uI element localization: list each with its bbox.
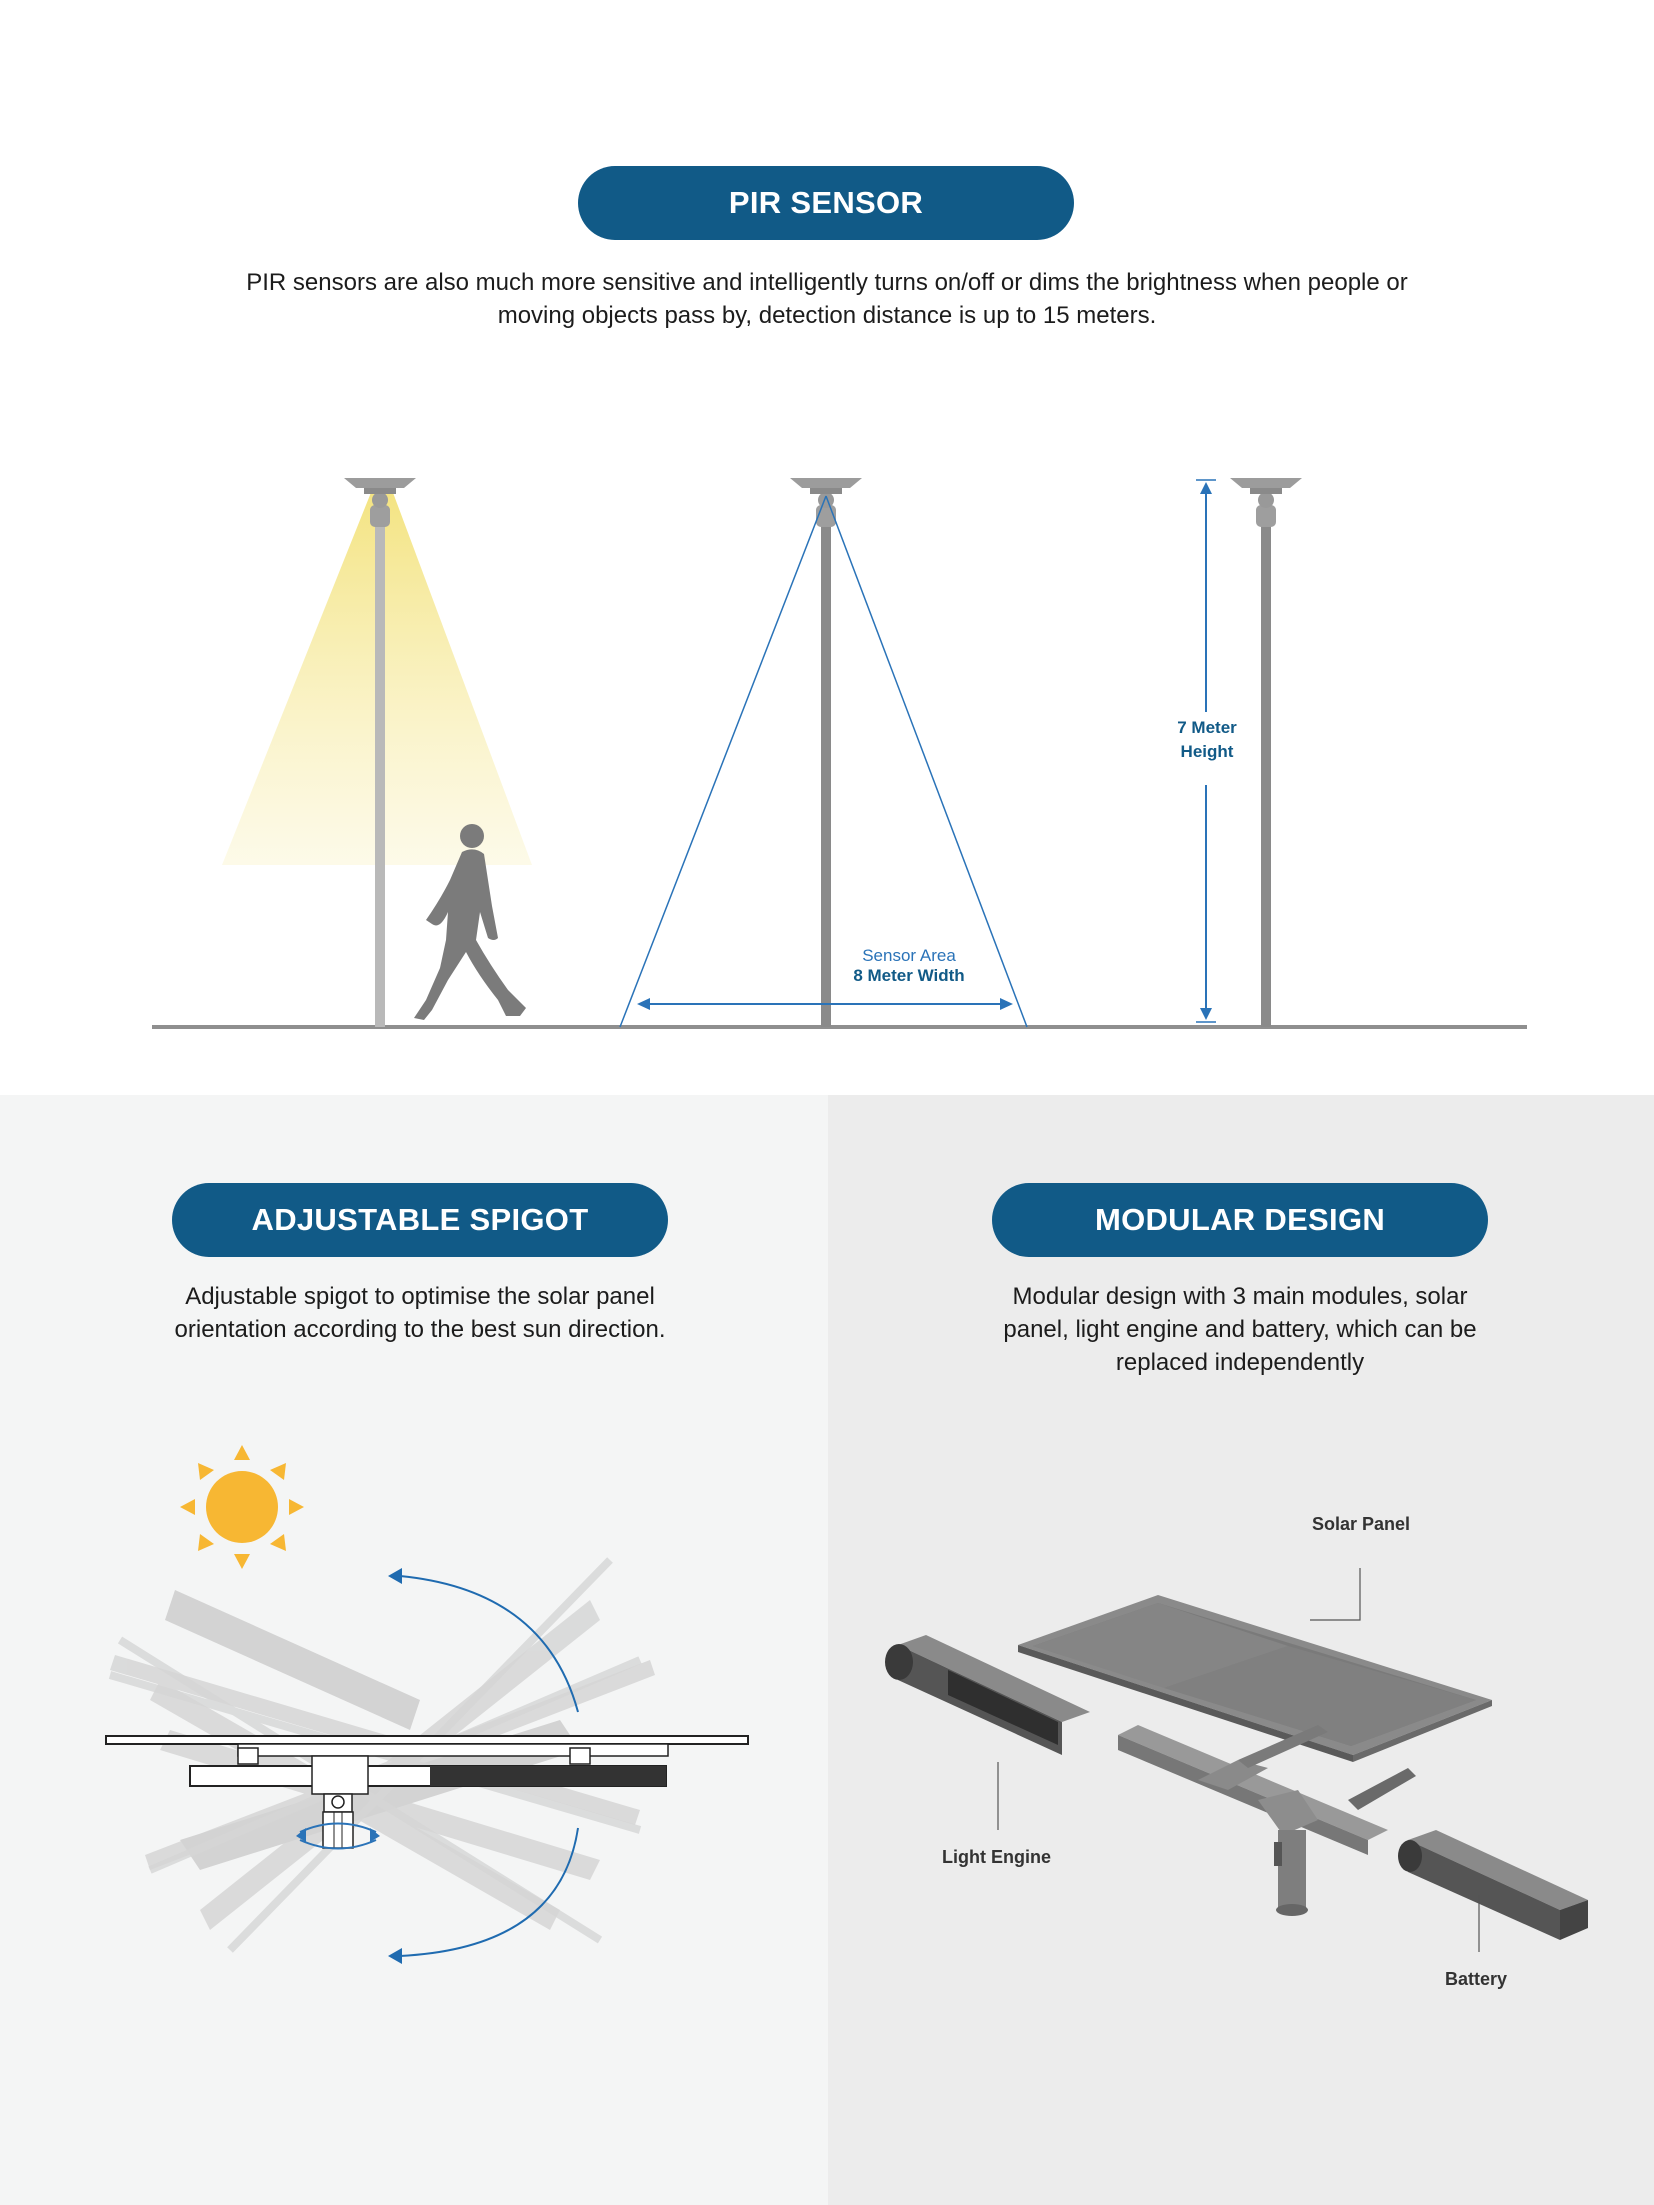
spigot-diagram — [0, 1430, 828, 1990]
pir-sensor-diagram — [0, 460, 1654, 1060]
solar-panel-module — [1018, 1595, 1492, 1762]
modular-design-title: MODULAR DESIGN — [992, 1183, 1488, 1257]
street-pole-3 — [1230, 478, 1302, 1027]
sensor-width-label: 8 Meter Width — [853, 966, 965, 985]
adjustable-spigot-description: Adjustable spigot to optimise the solar panel orientation according to the best sun direction. — [174, 1283, 666, 1343]
solar-panel-label: Solar Panel — [1312, 1514, 1411, 1534]
modular-design-diagram — [828, 1500, 1654, 2000]
sun-icon — [180, 1445, 304, 1569]
sensor-area-label: Sensor Area — [862, 946, 956, 965]
light-engine-label: Light Engine — [942, 1847, 1051, 1867]
height-label-line1: 7 Meter — [1177, 718, 1237, 737]
pir-sensor-title: PIR SENSOR — [578, 166, 1074, 240]
height-label-line2: Height — [1180, 742, 1234, 761]
adjustable-spigot-title: ADJUSTABLE SPIGOT — [172, 1183, 668, 1257]
pir-sensor-description: PIR sensors are also much more sensitive and intelligently turns on/off or dims the brightness when people or moving objects pass by, detection distance is up to 15 meters. — [246, 269, 1408, 329]
battery-module — [1398, 1830, 1588, 1940]
battery-label: Battery — [1445, 1969, 1508, 1989]
modular-design-description: Modular design with 3 main modules, solar panel, light engine and battery, which can be replaced independently — [1003, 1283, 1477, 1376]
